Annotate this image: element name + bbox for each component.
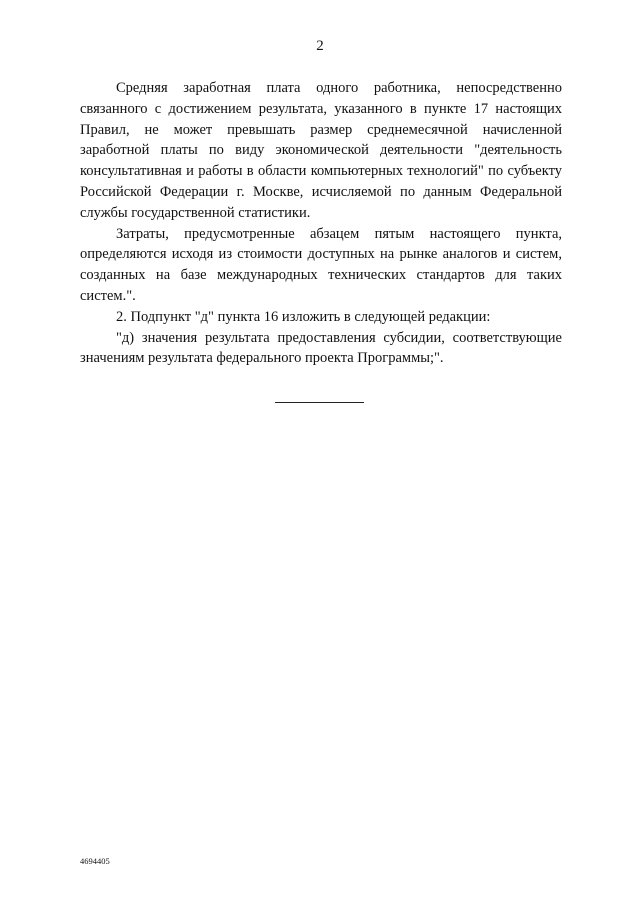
document-code: 4694405	[80, 856, 110, 866]
paragraph-costs: Затраты, предусмотренные абзацем пятым настоящего пункта, определяются исходя из стоимости доступных на рынке аналогов и систем, созданных на базе международных технических стандартов для таких систем.".	[80, 225, 562, 304]
paragraph-average-salary: Средняя заработная плата одного работника, непосредственно связанного с достижением результата, указанного в пункте 17 настоящих Правил, не может превышать размер среднемесячной начисленной заработной платы по виду экономической деятельности "деятельность консультативная и работы в области компьютерных технологий" по субъекту Российской Федерации г. Москве, исчисляемой по данным Федеральной службы государственной статистики.	[80, 80, 562, 221]
end-divider	[275, 402, 364, 403]
document-body	[80, 78, 562, 369]
paragraph-subitem-amendment: 2. Подпункт "д" пункта 16 изложить в следующей редакции:	[116, 308, 491, 325]
page-number: 2	[316, 38, 324, 54]
paragraph-subsidy-result: "д) значения результата предоставления субсидии, соответствующие значениям результата федерального проекта Программы;".	[80, 329, 562, 367]
